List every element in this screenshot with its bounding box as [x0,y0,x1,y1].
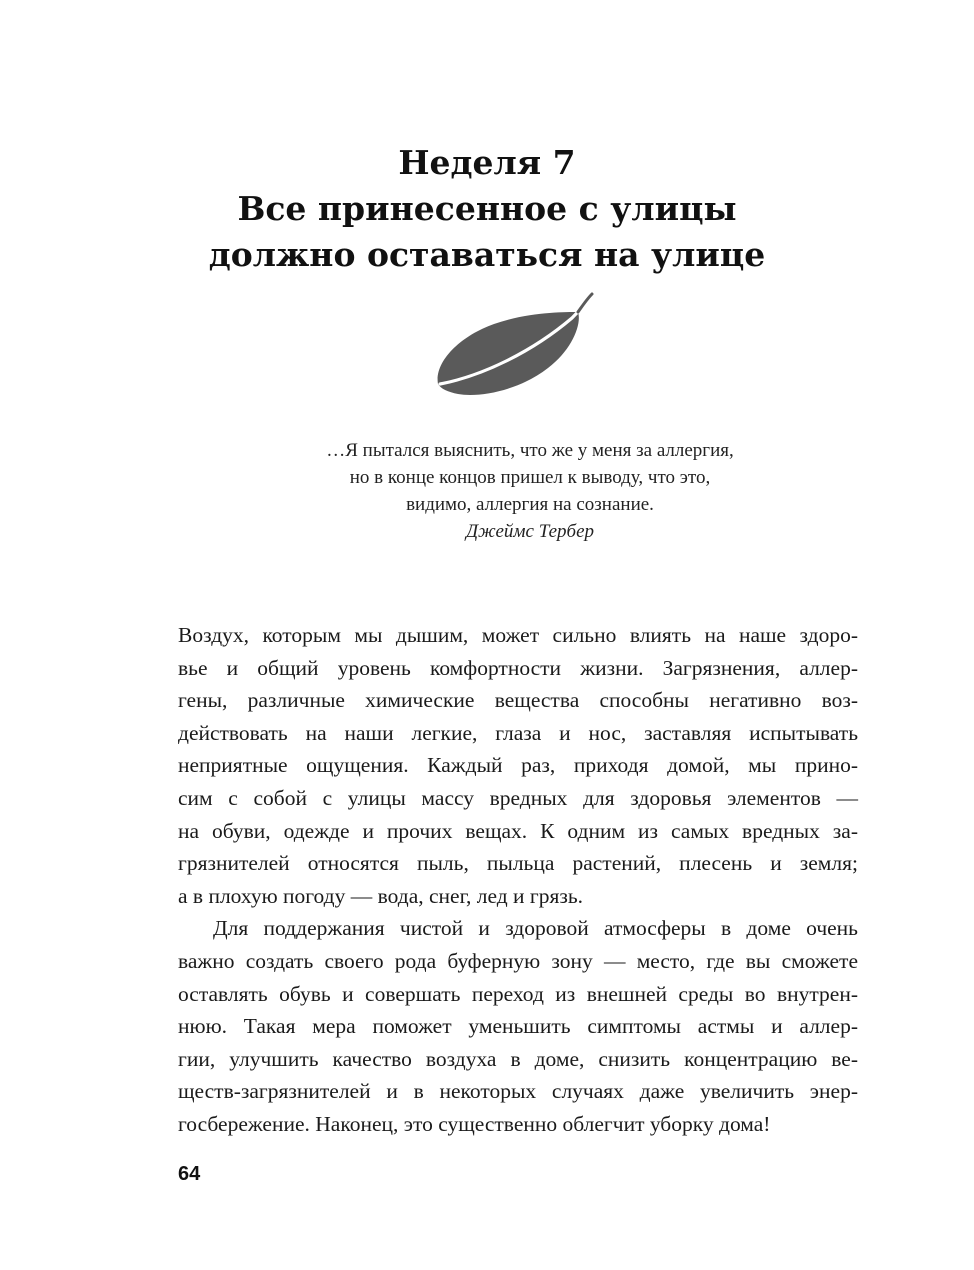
body-line: вье и общий уровень комфортности жизни. Загрязнения, аллер- [178,655,858,680]
body-line: нюю. Такая мера поможет уменьшить симптомы астмы и аллер- [178,1014,858,1039]
body-text [178,619,858,1141]
page-number: 64 [178,1163,201,1185]
chapter-title-line-3: должно оставаться на улице [208,235,766,274]
epigraph-line-3: видимо, аллергия на сознание. [406,494,654,515]
body-line: грязнителей относятся пыль, пыльца растений, плесень и земля; [178,851,858,876]
body-line: госбережение. Наконец, это существенно облегчит уборку дома! [178,1111,771,1136]
epigraph-line-1: …Я пытался выяснить, что же у меня за аллергия, [326,440,734,461]
body-line: Для поддержания чистой и здоровой атмосферы в доме очень [213,916,858,941]
chapter-title-line-2: Все принесенное с улицы [237,189,737,228]
epigraph-line-2: но в конце концов пришел к выводу, что это, [349,467,711,488]
leaf-blade [438,312,579,395]
body-line: сим с собой с улицы массу вредных для здоровья элементов — [178,785,858,810]
body-line: Воздух, которым мы дышим, может сильно влиять на наше здоро- [178,623,858,647]
body-line: а в плохую погоду — вода, снег, лед и грязь. [178,883,584,908]
body-line: гены, различные химические вещества способны негативно воз- [178,688,858,713]
epigraph-author: Джеймс Тербер [465,521,595,542]
body-line: оставлять обувь и совершать переход из внешней среды во внутрен- [178,981,858,1006]
body-line: на обуви, одежде и прочих вещах. К одним из самых вредных за- [178,818,858,843]
body-line: действовать на наши легкие, глаза и нос, заставляя испытывать [178,720,858,745]
epigraph [180,437,880,545]
body-line: ществ-загрязнителей и в некоторых случаях даже увеличить энер- [178,1079,858,1104]
chapter-title-line-1: Неделя 7 [398,143,576,182]
body-line: гии, улучшить качество воздуха в доме, снизить концентрацию ве- [178,1046,858,1071]
leaf-stem [578,294,592,312]
body-line: важно создать своего рода буферную зону — место, где вы сможете [178,948,858,973]
leaf-icon [432,290,602,402]
chapter-title [0,140,974,278]
body-line: неприятные ощущения. Каждый раз, приходя домой, мы прино- [178,753,858,778]
